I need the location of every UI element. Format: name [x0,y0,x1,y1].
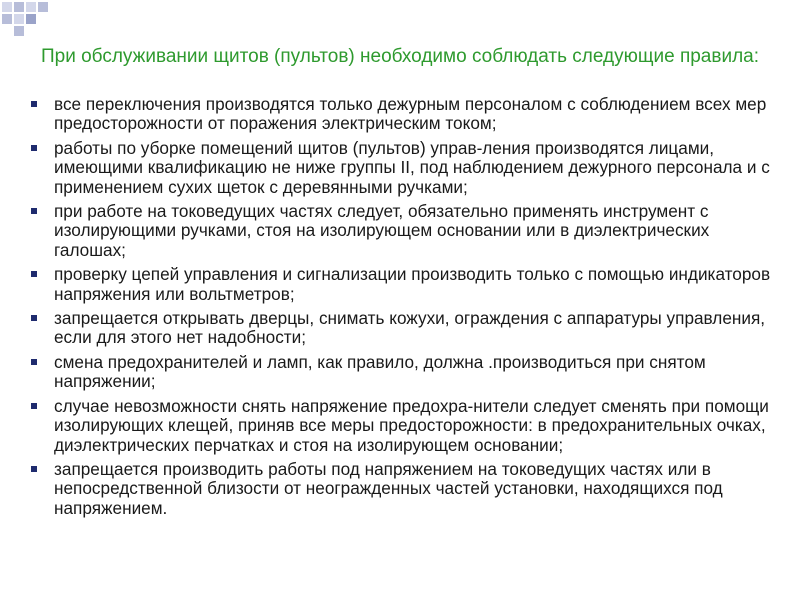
list-item-text: случае невозможности снять напряжение предохра-нители следует сменять при помощи изолирующих клещей, приняв все меры предосторожности: в предохранительных очках, диэлектрических перчатках и стоя на изолирующем основании; [54,395,769,455]
list-item-text: смена предохранителей и ламп, как правило, должна .производиться при снятом напряжении; [54,351,706,392]
deco-square [26,14,36,24]
list-item-text: при работе на токоведущих частях следует, обязательно применять инструмент с изолирующими ручками, стоя на изолирующем основании или в диэлектрических галошах; [54,201,710,260]
square-bullet-icon [31,271,37,277]
square-bullet-icon [31,101,37,107]
list-item-text: проверку цепей управления и сигнализации производить только с помощью индикаторов напряжения или вольтметров; [54,264,771,304]
rules-list [28,95,778,523]
list-item [28,202,778,260]
square-bullet-icon [31,466,37,472]
square-bullet-icon [31,315,37,321]
slide-title: При обслуживании щитов (пультов) необходимо соблюдать следующие правила: [40,46,760,67]
corner-decoration [0,0,60,50]
list-item-text: все переключения производятся только дежурным персоналом с соблюдением всех мер предосторожности от поражения электрическим током; [54,94,767,134]
list-item [28,139,778,197]
list-item [28,95,778,134]
list-item [28,265,778,304]
list-item-text: запрещается производить работы под напряжением на токоведущих частях или в непосредственной близости от неогражденных частей установки, находящихся под напряжением. [54,458,723,518]
list-item [28,309,778,348]
square-bullet-icon [31,359,37,365]
deco-square [2,2,12,12]
deco-square [38,2,48,12]
deco-square [14,14,24,24]
list-item-text: работы по уборке помещений щитов (пультов) управ-ления производятся лицами, имеющими квалификацию не ниже группы II, под наблюдением дежурного персонала и с применением сухих щеток с деревянными ручками; [54,137,770,197]
deco-square [14,2,24,12]
list-item [28,460,778,518]
list-item-text: запрещается открывать дверцы, снимать кожухи, ограждения с аппаратуры управления, если для этого нет надобности; [54,308,766,348]
list-item [28,353,778,392]
deco-square [2,14,12,24]
deco-square [26,2,36,12]
deco-square [14,26,24,36]
square-bullet-icon [31,403,37,409]
square-bullet-icon [31,208,37,214]
square-bullet-icon [31,145,37,151]
list-item [28,397,778,455]
